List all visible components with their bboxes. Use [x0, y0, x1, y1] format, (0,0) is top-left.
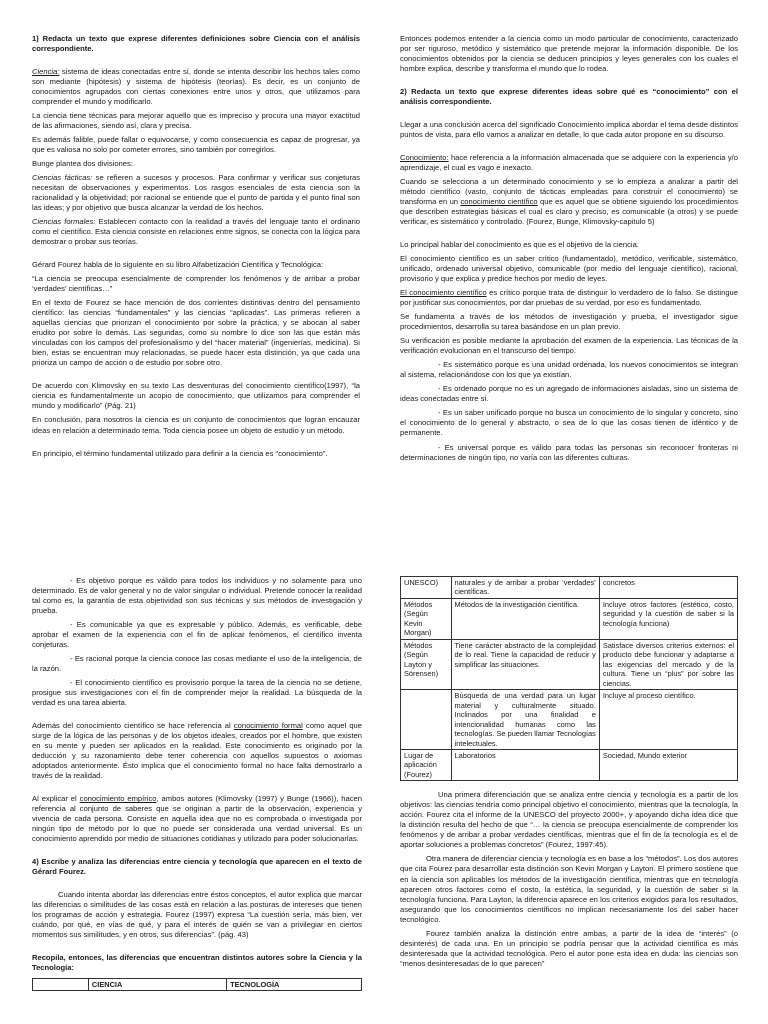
paragraph: Entonces podemos entender a la ciencia como un modo particular de conocimiento, caracterizado por ser riguroso, metódico y sistemático que pretende mejorar la información disponible. De los conocimientos obtenidos por la ciencia se deducen principios y leyes generales con los cuales el hombre explica, describe y transforma el mundo que lo rodea. [400, 34, 738, 74]
paragraph: Una primera diferenciación que se analiza entre ciencia y tecnología es a partir de los objetivos: las ciencias tendría como principal objetivo el conocimiento, mientras que la tecnología, la acción. Fourez cita el informe de la UNESCO del proyecto 2000+, y apoyando dicha idea dice que la distinción resulta del hecho de que “… la ciencia se preocupa esencialmente de comprender los fenómenos y de arribar a probar verdades científicas, mientras que el fin de la tecnología es el de aportar soluciones a problemas concretos” (Fourez, 1997:45). [400, 790, 738, 850]
paragraph: En el texto de Fourez se hace mención de dos corrientes distintivas dentro del pensamiento científico: las ciencias “fundamentales” y las ciencias “aplicadas”. Las primeras refieren a aquellas ciencias que priorizan el conocimiento por sobre la práctica, y se abocan al saber erudito por sobre lo demás. Las segundas, como su nombre lo dice son las que están más vinculadas con los campos del profesionalismo y del “hacer material” (ingenierías, medicina). Si bien, estas se encuentran muy relacionadas, se puede hacer esta distinción, ya que cada una prioriza un campo de acción o de estudio por sobre otro. [32, 298, 360, 368]
list-item: - Es objetivo porque es válido para todos los individuos y no solamente para uno determinado. Es de valor general y no de valor singular o individual. Pretende conocer la realidad tal como es, la garantía de esta objetividad son sus técnicas y sus métodos de investigación y prueba. [32, 576, 362, 616]
paragraph: El conocimiento científico es un saber crítico (fundamentado), metódico, verificable, sistemático, unificado, ordenado universal objetivo, comunicable (por medio del lenguaje científico), racional, provisorio y que explica y predice hechos por medio de leyes. [400, 254, 738, 284]
paragraph: La ciencia tiene técnicas para mejorar aquello que es impreciso y procura una mayor exactitud de las afirmaciones, siendo así, clara y precisa. [32, 111, 360, 131]
table-cell: Lugar de aplicación (Fourez) [401, 749, 452, 780]
table-row [401, 577, 738, 599]
table-cell: Métodos (Según Layton y Sörensen) [401, 639, 452, 689]
comparison-table [400, 576, 738, 781]
table-cell: Métodos de la investigación científica. [451, 598, 599, 639]
paragraph: El conocimiento científico es crítico porque trata de distinguir lo verdadero de lo falso. Se distingue por justificar sus conocimientos, por dar pruebas de su verdad, por eso es fundamentado. [400, 288, 738, 308]
paragraph: Su verificación es posible mediante la aprobación del examen de la experiencia. Las técnicas de la verificación evolucionan en el transcurso del tiempo. [400, 336, 738, 356]
table-row [401, 749, 738, 780]
paragraph: Llegar a una conclusión acerca del significado Conocimiento implica abordar el tema desde distintos puntos de vista, para ello vamos a analizar en detalle, lo que cada autor propone en su discurso. [400, 120, 738, 140]
table-cell: Satisface diversos criterios externos: el producto debe funcionar y adaptarse a las exigencias del mercado y de la cultura. Tiene un “plus” por sobre las ciencias. [599, 639, 737, 689]
list-item: - Es racional porque la ciencia conoce las cosas mediante el uso de la inteligencia, de la razón. [32, 654, 362, 674]
top-left-column [32, 34, 360, 484]
question-1: 1) Redacta un texto que exprese diferentes definiciones sobre Ciencia con el análisis correspondiente. [32, 34, 360, 54]
paragraph: De acuerdo con Klimovsky en su texto Las desventuras del conocimiento científico(1997), “la ciencia es fundamentalmente un acopio de conocimiento, que utilizamos para comprender el mundo y modificarlo” (Pág. 21) [32, 381, 360, 411]
table-cell: Búsqueda de una verdad para un lugar material y culturalmente situado. Inclinados por una finalidad e intencionalidad humanas como las tecnologías. Se pueden llamar Tecnologías intelectuales. [451, 690, 599, 750]
table-header-cell [33, 978, 89, 990]
list-item: - Es comunicable ya que es expresable y público. Además, es verificable, debe aprobar el examen de la experiencia con el fin de aplicar fenómenos, el científico inventa conjeturas. [32, 620, 362, 650]
paragraph: Además del conocimiento científico se hace referencia al conocimiento formal como aquel que surge de la lógica de las personas y de los objetos ideales, creados por el hombre, que existen en su mente y pueden ser aplicados en la realidad. Este conocimiento es originado por la deducción y su razonamiento debe tener coherencia con aquellos supuestos o axiomas adoptados anteriormente. Ésto implica que el conocimiento formal no hace falta demostrarlo a través de la realidad. [32, 721, 362, 781]
table-row [401, 690, 738, 750]
table-cell: Incluye al proceso científico. [599, 690, 737, 750]
table-cell: Métodos (Según Kevin Morgan) [401, 598, 452, 639]
paragraph: Fourez también analiza la distinción entre ambas, a partir de la idea de “interés” (o desinterés) de cada una. En un principio se podría pensar que la actividad científica es más desinteresada que la actividad tecnológica. Pero el autor pone esta idea en duda: las ciencias son “menos desinteresadas de lo que parecen” [400, 928, 738, 968]
table-header-row [33, 978, 362, 990]
quote: “La ciencia se preocupa esencialmente de comprender los fenómenos y de arribar a probar ‘verdades’ científicas…” [32, 274, 360, 294]
paragraph: Al explicar el conocimiento empírico, ambos autores (Klimovsky (1997) y Bunge (1966)), hacen referencia al conjunto de saberes que se originan a partir de la observación, experiencia y vivencia de cada persona. Consiste en aquella idea que no es comprobada o investigada por ningún tipo de método por lo que no puede ser considerada una verdad universal. Es un conocimiento aprendido por medio de situaciones cotidianas y utilizado para poder solucionarlas. [32, 794, 362, 844]
list-item: - Es sistemático porque es una unidad ordenada, los nuevos conocimientos se integran al sistema, relacionándose con los que ya existían. [400, 360, 738, 380]
paragraph: En principio, el término fundamental utilizado para definir a la ciencia es “conocimiento”. [32, 448, 328, 458]
table-cell: Incluye otros factores (estético, costo, seguridad y la cuestión de saber si la tecnología funciona) [599, 598, 737, 639]
bottom-right-column [400, 576, 738, 1024]
paragraph: Es además falible, puede fallar o equivocarse, y como consecuencia es capaz de progresar, ya que es valiosa no solo por cometer errores, sino también por corregirlos. [32, 135, 360, 155]
bottom-left-column [32, 576, 362, 1024]
table-cell: Tiene carácter abstracto de la complejidad de lo real. Tiene la capacidad de reducir y simplificar las situaciones. [451, 639, 599, 689]
table-header-cell: TECNOLOGÍA [227, 978, 362, 990]
list-item: - El conocimiento científico es provisorio porque la tarea de la ciencia no se detiene, prosigue sus investigaciones con el fin de comprender mejor la realidad. La búsqueda de la verdad es una tarea abierta. [32, 678, 362, 708]
paragraph: Bunge plantea dos divisiones: [32, 159, 133, 169]
paragraph: Recopila, entonces, las diferencias que encuentran distintos autores sobre la Ciencia y la Tecnología: [32, 953, 362, 973]
comparison-table-header [32, 978, 362, 991]
paragraph: Cuando intenta abordar las diferencias entre éstos conceptos, el autor explica que marcar las diferencias o similitudes de las cosas está en relación a las posturas de intereses que tienen los programas de acción y estrategia. Fourez (1997) expresa “La cuestión sería, más bien, ver cuándo, por qué, en vías de qué, y para el interés de quién se van a privilegiar en ciertos momentos sus similitudes, y en otros, sus diferencias”. (pág. 43) [32, 890, 362, 940]
paragraph: Lo principal hablar del conocimiento es que es el objetivo de la ciencia. [400, 240, 639, 250]
table-cell: concretos [599, 577, 737, 599]
table-row [401, 598, 738, 639]
ciencias-formales: Ciencias formales: Establecen contacto con la realidad a través del lenguaje tanto el ordinario como el científico. Esta ciencia consiste en relaciones entre signos, se conecta con la lógica para demostrar o probar sus teorías. [32, 217, 360, 247]
paragraph: Otra manera de diferenciar ciencia y tecnología es en base a los “métodos”. Los dos autores que cita Fourez para desarrollar esta distinción son Kevin Morgan y Layton. El primero sostiene que en la ciencia son aplicables los métodos de la investigación científica, mientras que en tecnología aparecen otros factores como el costo, la estética, la seguridad, y la cuestión de saber si la tecnología funciona. Para Layton, la diferencia aparece en los criterios exigidos para los resultados, asegurando que los conocimientos científicos no implican necesariamente los del saber hacer tecnológico. [400, 854, 738, 924]
list-item: - Es universal porque es válido para todas las personas sin reconocer fronteras ni determinaciones de ningún tipo, no varía con las diferentes culturas. [400, 442, 738, 462]
table-cell: naturales y de arribar a probar ‘verdades’ científicas. [451, 577, 599, 599]
list-item: - Es un saber unificado porque no busca un conocimiento de lo singular y concreto, sino el conocimiento de lo general y abstracto, o sea de lo que las cosas tienen de idéntico y de permanente. [400, 408, 738, 438]
ciencia-definition: Ciencia: sistema de ideas conectadas entre sí, donde se intenta describir los hechos tales como son mediante (hipótesis) y sistema de hipótesis (teorías). Es decir, es un conjunto de conocimientos agrupados con ciertas conexiones entre unos y otros, que utilizamos para comprender el mundo y modificarlo. [32, 67, 360, 107]
table-row [401, 639, 738, 689]
table-cell: Laboratorios [451, 749, 599, 780]
question-2: 2) Redacta un texto que exprese diferentes ideas sobre qué es “conocimiento” con el análisis correspondiente. [400, 87, 738, 107]
paragraph: Se fundamenta a través de los métodos de investigación y prueba, el investigador sigue procedimientos, desarrolla su tarea basándose en un plan previo. [400, 312, 738, 332]
table-cell [401, 690, 452, 750]
paragraph: Cuando se selecciona a un determinado conocimiento y se lo empieza a analizar a partir del método científico (vasto, conjunto de tácticas empleadas para construir el conocimiento) se transforma en un conocimiento científico que es aquel que se obtiene siguiendo los procedimientos que describen estrategias básicas el cual es claro y preciso, es comunicable (a otros) y se puede verificar, es sistemático y controlado. (Fourez, Bunge, Klimovsky-capitulo 5) [400, 177, 738, 227]
list-item: - Es ordenado porque no es un agregado de informaciones aisladas, sino un sistema de ideas conectadas entre sí. [400, 384, 738, 404]
top-right-column [400, 34, 738, 534]
table-cell: Sociedad, Mundo exterior [599, 749, 737, 780]
question-4: 4) Escribe y analiza las diferencias entre ciencia y tecnología que aparecen en el texto de Gérard Fourez. [32, 857, 362, 877]
paragraph: En conclusión, para nosotros la ciencia es un conjunto de conocimientos que logran encauzar ideas en relación a determinado tema. Toda ciencia posee un objeto de estudio y un método. [32, 415, 360, 435]
table-header-cell: CIENCIA [88, 978, 226, 990]
table-cell: UNESCO) [401, 577, 452, 599]
ciencias-facticas: Ciencias fácticas: se refieren a sucesos y procesos. Para confirmar y verificar sus conjeturas necesitan de observaciones y experimentos. Los rasgos esenciales de esta ciencia son la racionalidad y la objetividad; por racional se entiende que el punto de partida y el punto final son las ideas; y por objetivo que busca alcanzar la verdad de los hechos. [32, 173, 360, 213]
paragraph: Gérard Fourez habla de lo siguiente en su libro Alfabetización Científica y Tecnológica: [32, 260, 324, 270]
conocimiento-definition: Conocimiento: hace referencia a la información almacenada que se adquiere con la experiencia y/o aprendizaje, el cual es vago e inexacto. [400, 153, 738, 173]
